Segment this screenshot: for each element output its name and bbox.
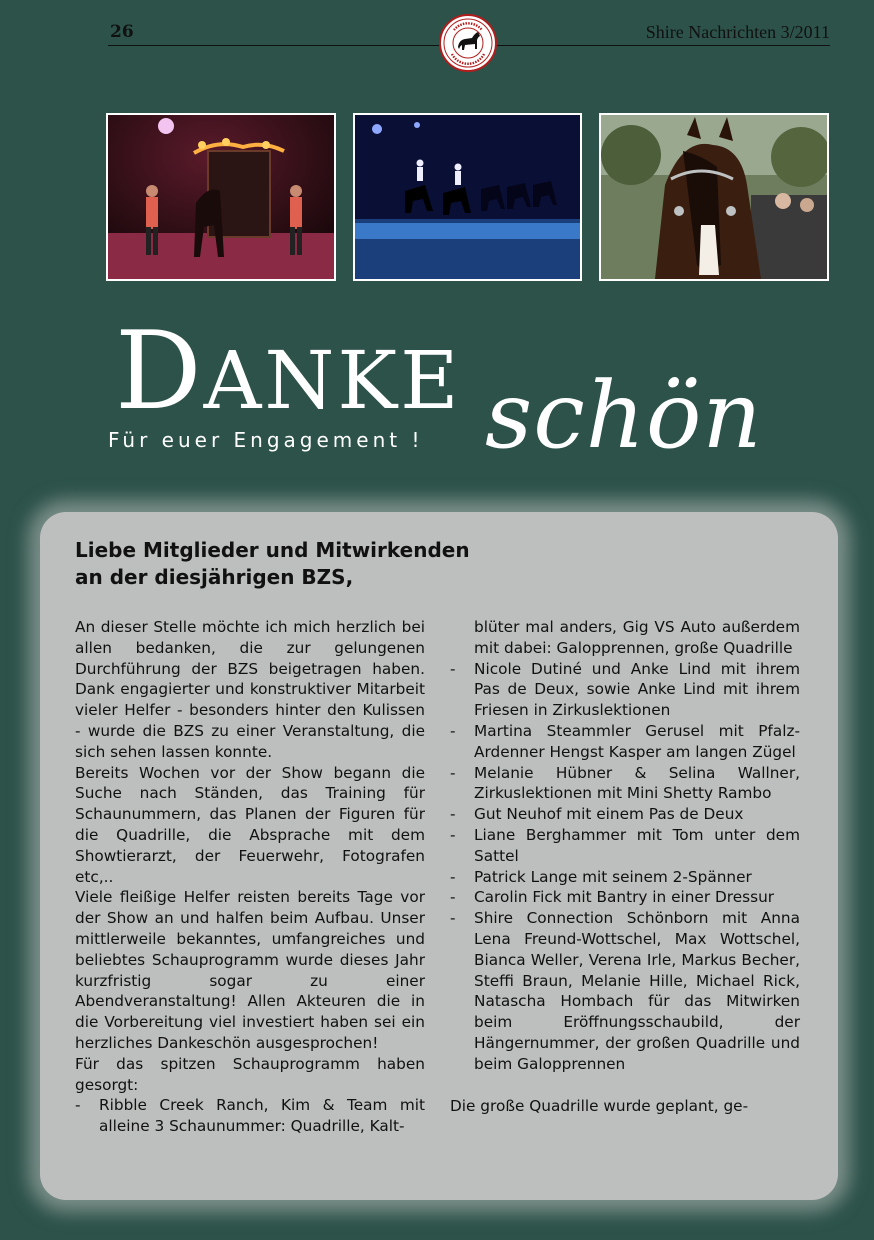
- list-item: [450, 867, 800, 888]
- photo-riders-arena-blue: [353, 113, 582, 281]
- paragraph-intro: An dieser Stelle möchte ich mich herzlich bei allen bedanken, die zur gelungenen Durchführung der BZS beigetragen haben. Dank engagierter und konstruktiver Mitarbeit vieler Helfer - besonders hinter den Kulissen - wurde die BZS zu einer Veranstaltung, die sich sehen lassen konnte.: [75, 618, 425, 761]
- article-greeting: [75, 537, 470, 591]
- title-initial: D: [115, 309, 204, 434]
- paragraph-closing: Die große Quadrille wurde geplant, ge-: [450, 1096, 749, 1115]
- title-danke: [115, 309, 462, 434]
- dash-marker: -: [450, 721, 456, 740]
- list-item: [450, 825, 800, 867]
- greeting-line-1: Liebe Mitglieder und Mitwirkenden: [75, 538, 470, 562]
- dash-marker: -: [450, 805, 456, 824]
- list-item-text: Martina Steammler Gerusel mit Pfalz-Ardenner Hengst Kasper am langen Zügel: [474, 721, 800, 761]
- list-item-text: Carolin Fick mit Bantry in einer Dressur: [474, 888, 775, 907]
- photo-shire-horse-closeup: [599, 113, 829, 281]
- list-item-text: Shire Connection Schönborn mit Anna Lena Freund-Wottschel, Max Wottschel, Bianca Weller, Verena Irle, Markus Becher, Steffi Braun, Melanie Hille, Michael Rick, Natascha Hombach für das Mitwirken beim Eröffnungsschaubild, der Hängernummer, der großen Quadrille und beim Galopprennen: [474, 909, 800, 1073]
- dash-marker: -: [450, 909, 456, 928]
- list-item-text: Gut Neuhof mit einem Pas de Deux: [474, 805, 744, 824]
- photo-fire-carriage-show: [106, 113, 336, 281]
- list-item-text: Liane Berghammer mit Tom unter dem Sattel: [474, 825, 800, 865]
- list-item: [450, 804, 800, 825]
- dash-marker: -: [450, 659, 456, 678]
- dash-marker: -: [450, 867, 456, 886]
- list-item-text: Ribble Creek Ranch, Kim & Team mit alleine 3 Schaunummer: Quadrille, Kalt-: [99, 1096, 425, 1136]
- title-schoen: schön: [485, 362, 763, 469]
- dash-marker: -: [450, 888, 456, 907]
- subtitle-engagement: Für euer Engagement !: [108, 428, 424, 452]
- list-item: [450, 721, 800, 763]
- page-number: 26: [110, 22, 134, 42]
- dash-marker: -: [450, 763, 456, 782]
- article-column-right: [450, 617, 800, 1116]
- list-item-text: Nicole Dutiné und Anke Lind mit ihrem Pas de Deux, sowie Anke Lind mit ihrem Friesen in Zirkuslektionen: [474, 659, 800, 720]
- list-item: [450, 763, 800, 805]
- list-item-text: Melanie Hübner & Selina Wallner, Zirkuslektionen mit Mini Shetty Rambo: [474, 763, 800, 803]
- article-column-left: [75, 617, 425, 1137]
- list-item: [450, 659, 800, 721]
- list-item-text: Patrick Lange mit seinem 2-Spänner: [474, 867, 752, 886]
- paragraph-helpers: Viele fleißige Helfer reisten bereits Tage vor der Show an und halfen beim Aufbau. Unser mittlerweile bekanntes, umfangreiches und beliebtes Schauprogramm wurde dieses Jahr kurzfristig sogar zu einer Abendveranstaltung! Allen Akteuren die in die Vorbereitung viel investiert haben sei ein herzliches Dankeschön ausgesprochen!: [75, 888, 425, 1052]
- dash-marker: -: [75, 1096, 81, 1115]
- club-seal-logo: [439, 14, 497, 72]
- magazine-issue-title: Shire Nachrichten 3/2011: [645, 22, 830, 42]
- list-item: [450, 887, 800, 908]
- greeting-line-2: an der diesjährigen BZS,: [75, 565, 354, 589]
- paragraph-preparation: Bereits Wochen vor der Show begann die Suche nach Ständen, das Training für Schaunummern, das Planen der Figuren für die Quadrille, die Absprache mit dem Showtierarzt, der Feuerwehr, Fotografen etc,..: [75, 763, 425, 886]
- list-item: [75, 1095, 425, 1137]
- paragraph-program-intro: Für das spitzen Schauprogramm haben gesorgt:: [75, 1054, 425, 1094]
- dash-marker: -: [450, 825, 456, 844]
- list-item: [450, 908, 800, 1074]
- list-item-continuation: blüter mal anders, Gig VS Auto außerdem mit dabei: Galopprennen, große Quadrille: [474, 618, 800, 657]
- title-rest: ANKE: [203, 334, 462, 427]
